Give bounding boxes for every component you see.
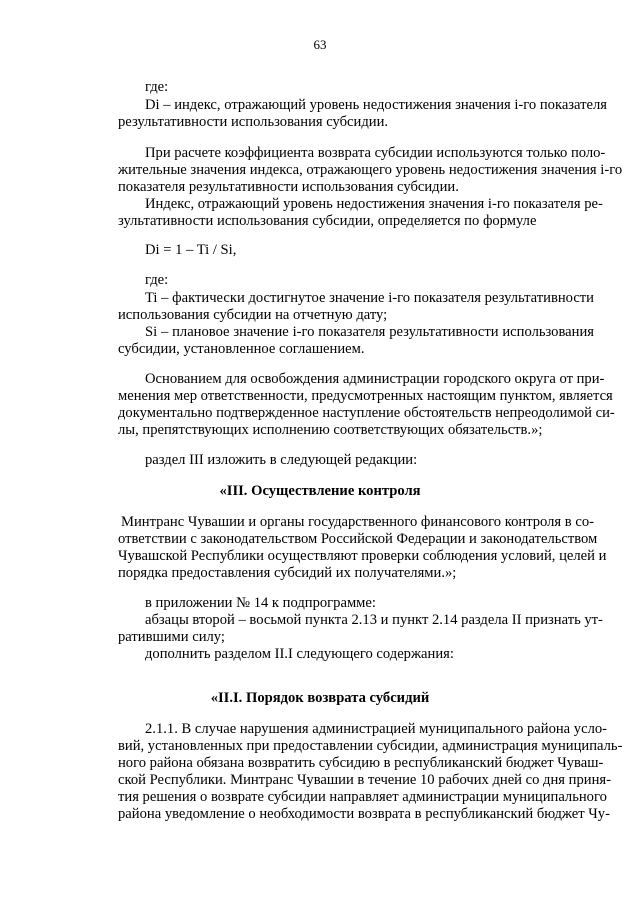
text-line: При расчете коэффициента возврата субсидии используются только поло- — [145, 145, 606, 161]
text-line: показателя результативности использования субсидии. — [118, 179, 459, 195]
text-line: в приложении № 14 к подпрограмме: — [145, 595, 376, 611]
text-line: результативности использования субсидии. — [118, 114, 389, 130]
text-line: лы, препятствующих исполнению соответствующих обязательств.»; — [118, 422, 543, 438]
text-line: района уведомление о необходимости возврата в республиканский бюджет Чу- — [118, 806, 610, 822]
text-line: вий, установленных при предоставлении субсидии, администрация муниципаль- — [118, 738, 623, 754]
text-line: использования субсидии на отчетную дату; — [118, 307, 388, 323]
text-line: ответствии с законодательством Российской Федерации и законодательством — [118, 531, 598, 547]
section-heading: «II.I. Порядок возврата субсидий — [210, 690, 430, 706]
text-line: документально подтвержденное наступление обстоятельств непреодолимой си- — [118, 405, 615, 421]
text-line: раздел III изложить в следующей редакции: — [145, 452, 418, 468]
text-line: Индекс, отражающий уровень недостижения значения i-го показателя ре- — [145, 196, 603, 212]
text-line: Si – плановое значение i-го показателя результативности использования — [145, 324, 594, 340]
text-line: Ti – фактически достигнутое значение i-го показателя результативности — [145, 290, 594, 306]
section-heading: «III. Осуществление контроля — [219, 483, 421, 499]
page-number: 63 — [313, 37, 327, 52]
text-line: ного района обязана возвратить субсидию в республиканский бюджет Чуваш- — [118, 755, 604, 771]
text-line: ской Республики. Минтранс Чувашии в течение 10 рабочих дней со дня приня- — [118, 772, 611, 788]
text-line: менения мер ответственности, предусмотренных настоящим пунктом, является — [118, 388, 613, 404]
text-line: ратившими силу; — [118, 629, 225, 645]
formula: Di = 1 – Ti / Si, — [145, 242, 237, 258]
text-line: абзацы второй – восьмой пункта 2.13 и пункт 2.14 раздела II признать ут- — [145, 612, 603, 628]
text-line: зультативности использования субсидии, определяется по формуле — [118, 213, 537, 229]
text-line: 2.1.1. В случае нарушения администрацией муниципального района усло- — [145, 721, 608, 737]
text-line: Основанием для освобождения администрации городского округа от при- — [145, 371, 605, 387]
text-line: тия решения о возврате субсидии направляет администрации муниципального — [118, 789, 607, 805]
text-line: дополнить разделом II.I следующего содержания: — [145, 646, 454, 662]
text-line: Di – индекс, отражающий уровень недостижения значения i-го показателя — [145, 97, 608, 113]
text-line: субсидии, установленное соглашением. — [118, 341, 365, 357]
text-line: Чувашской Республики осуществляют проверки соблюдения условий, целей и — [118, 548, 607, 564]
text-line: порядка предоставления субсидий их получателями.»; — [118, 565, 457, 581]
text-line: жительные значения индекса, отражающего уровень недостижения значения i-го — [118, 162, 623, 178]
text-line: Минтранс Чувашии и органы государственного финансового контроля в со- — [121, 514, 594, 530]
text-line: где: — [145, 272, 169, 288]
text-line: где: — [145, 79, 169, 95]
